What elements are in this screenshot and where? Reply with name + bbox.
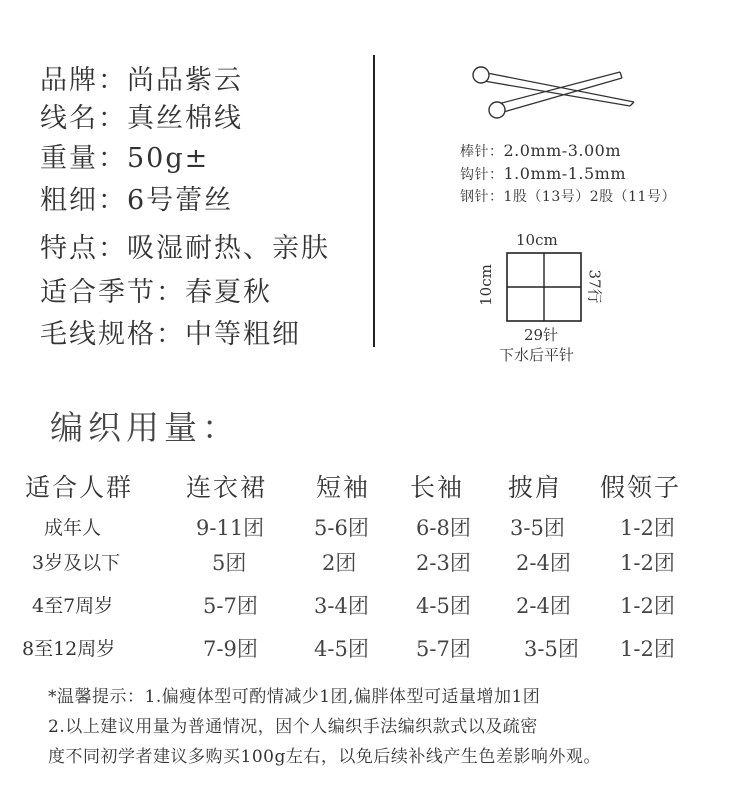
header-cell: 长袖 — [410, 473, 465, 502]
knitting-needles-icon — [470, 60, 640, 126]
spec-label: 适合季节： — [40, 277, 185, 308]
header-cell: 短袖 — [316, 473, 371, 502]
needle-label: 钩针： — [460, 167, 504, 183]
note-line: 2.以上建议用量为普通情况，因个人编织手法编织款式以及疏密 — [48, 717, 538, 737]
needle-value: 1股（13号）2股（11号） — [503, 189, 676, 205]
note-line: *温馨提示：1.偏瘦体型可酌情减少1团,偏胖体型可适量增加1团 — [48, 687, 541, 707]
table-cell: 1-2团 — [620, 516, 675, 540]
header-cell: 连衣裙 — [186, 473, 268, 502]
table-cell: 2-4团 — [516, 594, 571, 618]
table-cell: 1-2团 — [620, 637, 675, 661]
needle-crochet — [460, 164, 626, 184]
table-cell: 3-5团 — [524, 637, 579, 661]
spec-thickness — [40, 178, 233, 217]
spec-value: 中等粗细 — [185, 319, 301, 350]
gauge-square — [506, 252, 582, 322]
row-label: 3岁及以下 — [32, 552, 121, 574]
row-label: 8至12周岁 — [22, 638, 116, 660]
gauge-left-label: 10cm — [476, 264, 495, 306]
spec-value: 春夏秋 — [185, 277, 272, 308]
spec-weight — [40, 136, 209, 175]
needle-value: 1.0mm-1.5mm — [503, 164, 626, 183]
spec-value: 吸湿耐热、亲肤 — [127, 233, 330, 264]
usage-title: 编织用量： — [50, 408, 240, 447]
gauge-top-label: 10cm — [516, 231, 558, 249]
spec-yarn-size — [40, 312, 301, 351]
spec-brand — [40, 58, 243, 97]
header-cell: 假领子 — [600, 473, 682, 502]
gauge-caption: 下水后平针 — [499, 346, 575, 364]
table-cell: 5-7团 — [203, 594, 258, 618]
table-cell: 3-5团 — [510, 516, 565, 540]
spec-season — [40, 270, 272, 309]
table-cell: 5-6团 — [314, 516, 369, 540]
table-cell: 1-2团 — [620, 551, 675, 575]
table-cell: 1-2团 — [620, 594, 675, 618]
table-cell: 2团 — [322, 551, 357, 575]
gauge-bottom-label: 29针 — [524, 326, 559, 344]
row-label: 4至7周岁 — [32, 595, 114, 617]
spec-yarn-name — [40, 96, 243, 135]
gauge-right-label: 37行 — [585, 269, 604, 304]
needle-knitting — [460, 141, 621, 161]
needle-steel — [460, 186, 676, 206]
spec-value: 尚品紫云 — [127, 65, 243, 96]
table-cell: 2-4团 — [516, 551, 571, 575]
note-line: 度不同初学者建议多购买100g左右，以免后续补线产生色差影响外观。 — [48, 747, 601, 767]
table-cell: 9-11团 — [196, 516, 265, 540]
header-cell: 适合人群 — [25, 473, 134, 502]
table-cell: 4-5团 — [416, 594, 471, 618]
spec-label: 毛线规格： — [40, 319, 185, 350]
needle-label: 棒针： — [460, 144, 504, 160]
spec-value: 6号蕾丝 — [127, 185, 234, 216]
table-cell: 5团 — [212, 551, 247, 575]
table-cell: 5-7团 — [416, 637, 471, 661]
spec-label: 粗细： — [40, 185, 127, 216]
spec-value: 真丝棉线 — [127, 103, 243, 134]
vertical-divider — [373, 55, 375, 347]
table-cell: 4-5团 — [314, 637, 369, 661]
spec-label: 特点： — [40, 233, 127, 264]
table-cell: 3-4团 — [314, 594, 369, 618]
spec-label: 线名： — [40, 103, 127, 134]
spec-features — [40, 226, 330, 265]
spec-value: 50g± — [127, 143, 210, 174]
table-cell: 7-9团 — [203, 637, 258, 661]
header-cell: 披肩 — [508, 473, 563, 502]
needle-label: 钢针： — [460, 189, 504, 205]
table-cell: 6-8团 — [416, 516, 471, 540]
row-label: 成年人 — [44, 517, 102, 539]
table-cell: 2-3团 — [416, 551, 471, 575]
spec-label: 重量： — [40, 143, 127, 174]
spec-label: 品牌： — [40, 65, 127, 96]
needle-value: 2.0mm-3.00m — [503, 141, 621, 160]
